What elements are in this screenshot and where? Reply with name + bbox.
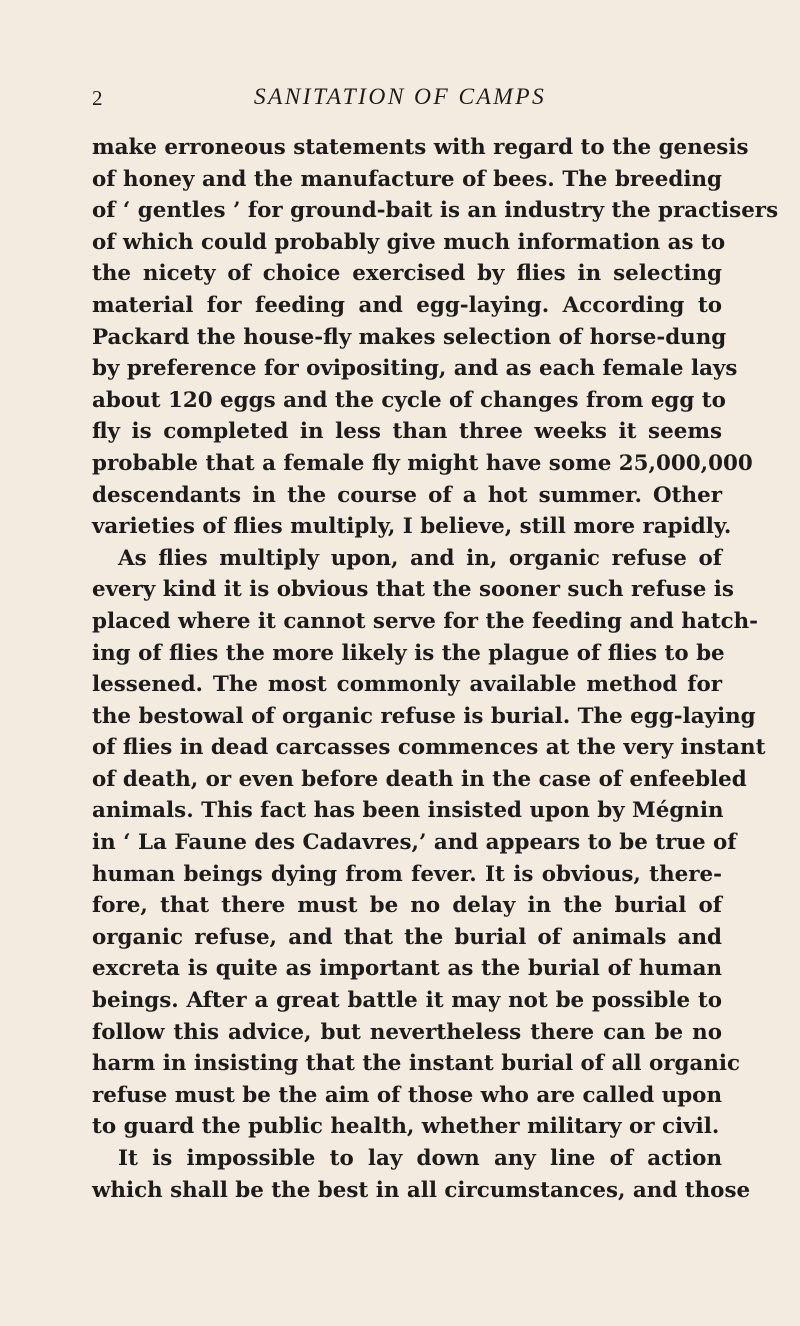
text-line: follow this advice, but nevertheless there can be no	[92, 1019, 722, 1045]
text-line: fly is completed in less than three weeks it seems	[92, 419, 722, 445]
text-line: organic refuse, and that the burial of animals and	[92, 924, 722, 950]
text-line: descendants in the course of a hot summer. Other	[92, 482, 722, 508]
text-line: ing of flies the more likely is the plague of flies to be	[92, 640, 725, 666]
body-text	[92, 132, 779, 1206]
text-line: fore, that there must be no delay in the burial of	[92, 893, 722, 919]
text-line: the nicety of choice exercised by flies in selecting	[92, 261, 722, 287]
text-line: of which could probably give much information as to	[92, 229, 726, 255]
page-number: 2	[92, 86, 103, 110]
text-line: of honey and the manufacture of bees. The breeding	[92, 166, 722, 192]
text-line: the bestowal of organic refuse is burial. The egg-laying	[92, 703, 756, 729]
text-line: refuse must be the aim of those who are called upon	[92, 1082, 722, 1108]
text-line: about 120 eggs and the cycle of changes from egg to	[92, 387, 726, 413]
paragraph-start-line: It is impossible to lay down any line of action	[118, 1146, 722, 1171]
text-line: placed where it cannot serve for the feeding and hatch-	[92, 608, 759, 634]
text-line: of death, or even before death in the case of enfeebled	[92, 766, 747, 792]
paragraph-end-line: varieties of flies multiply, I believe, still more rapidly.	[92, 514, 732, 540]
text-line: lessened. The most commonly available method for	[92, 672, 722, 698]
text-line: make erroneous statements with regard to the genesis	[92, 135, 749, 160]
paragraph-start-line: As flies multiply upon, and in, organic refuse of	[118, 545, 722, 571]
running-title: SANITATION OF CAMPS	[253, 84, 547, 110]
text-line: every kind it is obvious that the sooner such refuse is	[92, 577, 734, 603]
text-line: material for feeding and egg-laying. According to	[92, 292, 722, 318]
running-head	[66, 78, 734, 118]
text-line: in ‘ La Faune des Cadavres,’ and appears to be true of	[92, 830, 737, 856]
text-line: probable that a female fly might have some 25,000,000	[92, 450, 753, 476]
text-line: excreta is quite as important as the burial of human	[92, 956, 722, 982]
text-line: of flies in dead carcasses commences at the very instant	[92, 735, 766, 761]
text-line: which shall be the best in all circumstances, and those	[92, 1177, 751, 1203]
text-line: beings. After a great battle it may not be possible to	[92, 988, 722, 1014]
text-line: animals. This fact has been insisted upon by Mégnin	[92, 798, 724, 824]
text-line: Packard the house-fly makes selection of horse-dung	[92, 324, 727, 350]
text-line: of ‘ gentles ’ for ground-bait is an industry the practisers	[92, 198, 779, 224]
text-line: by preference for ovipositing, and as each female lays	[92, 356, 738, 382]
text-line: human beings dying from fever. It is obvious, there-	[92, 861, 722, 887]
text-line: harm in insisting that the instant burial of all organic	[92, 1051, 741, 1077]
paragraph-end-line: to guard the public health, whether military or civil.	[92, 1114, 720, 1140]
